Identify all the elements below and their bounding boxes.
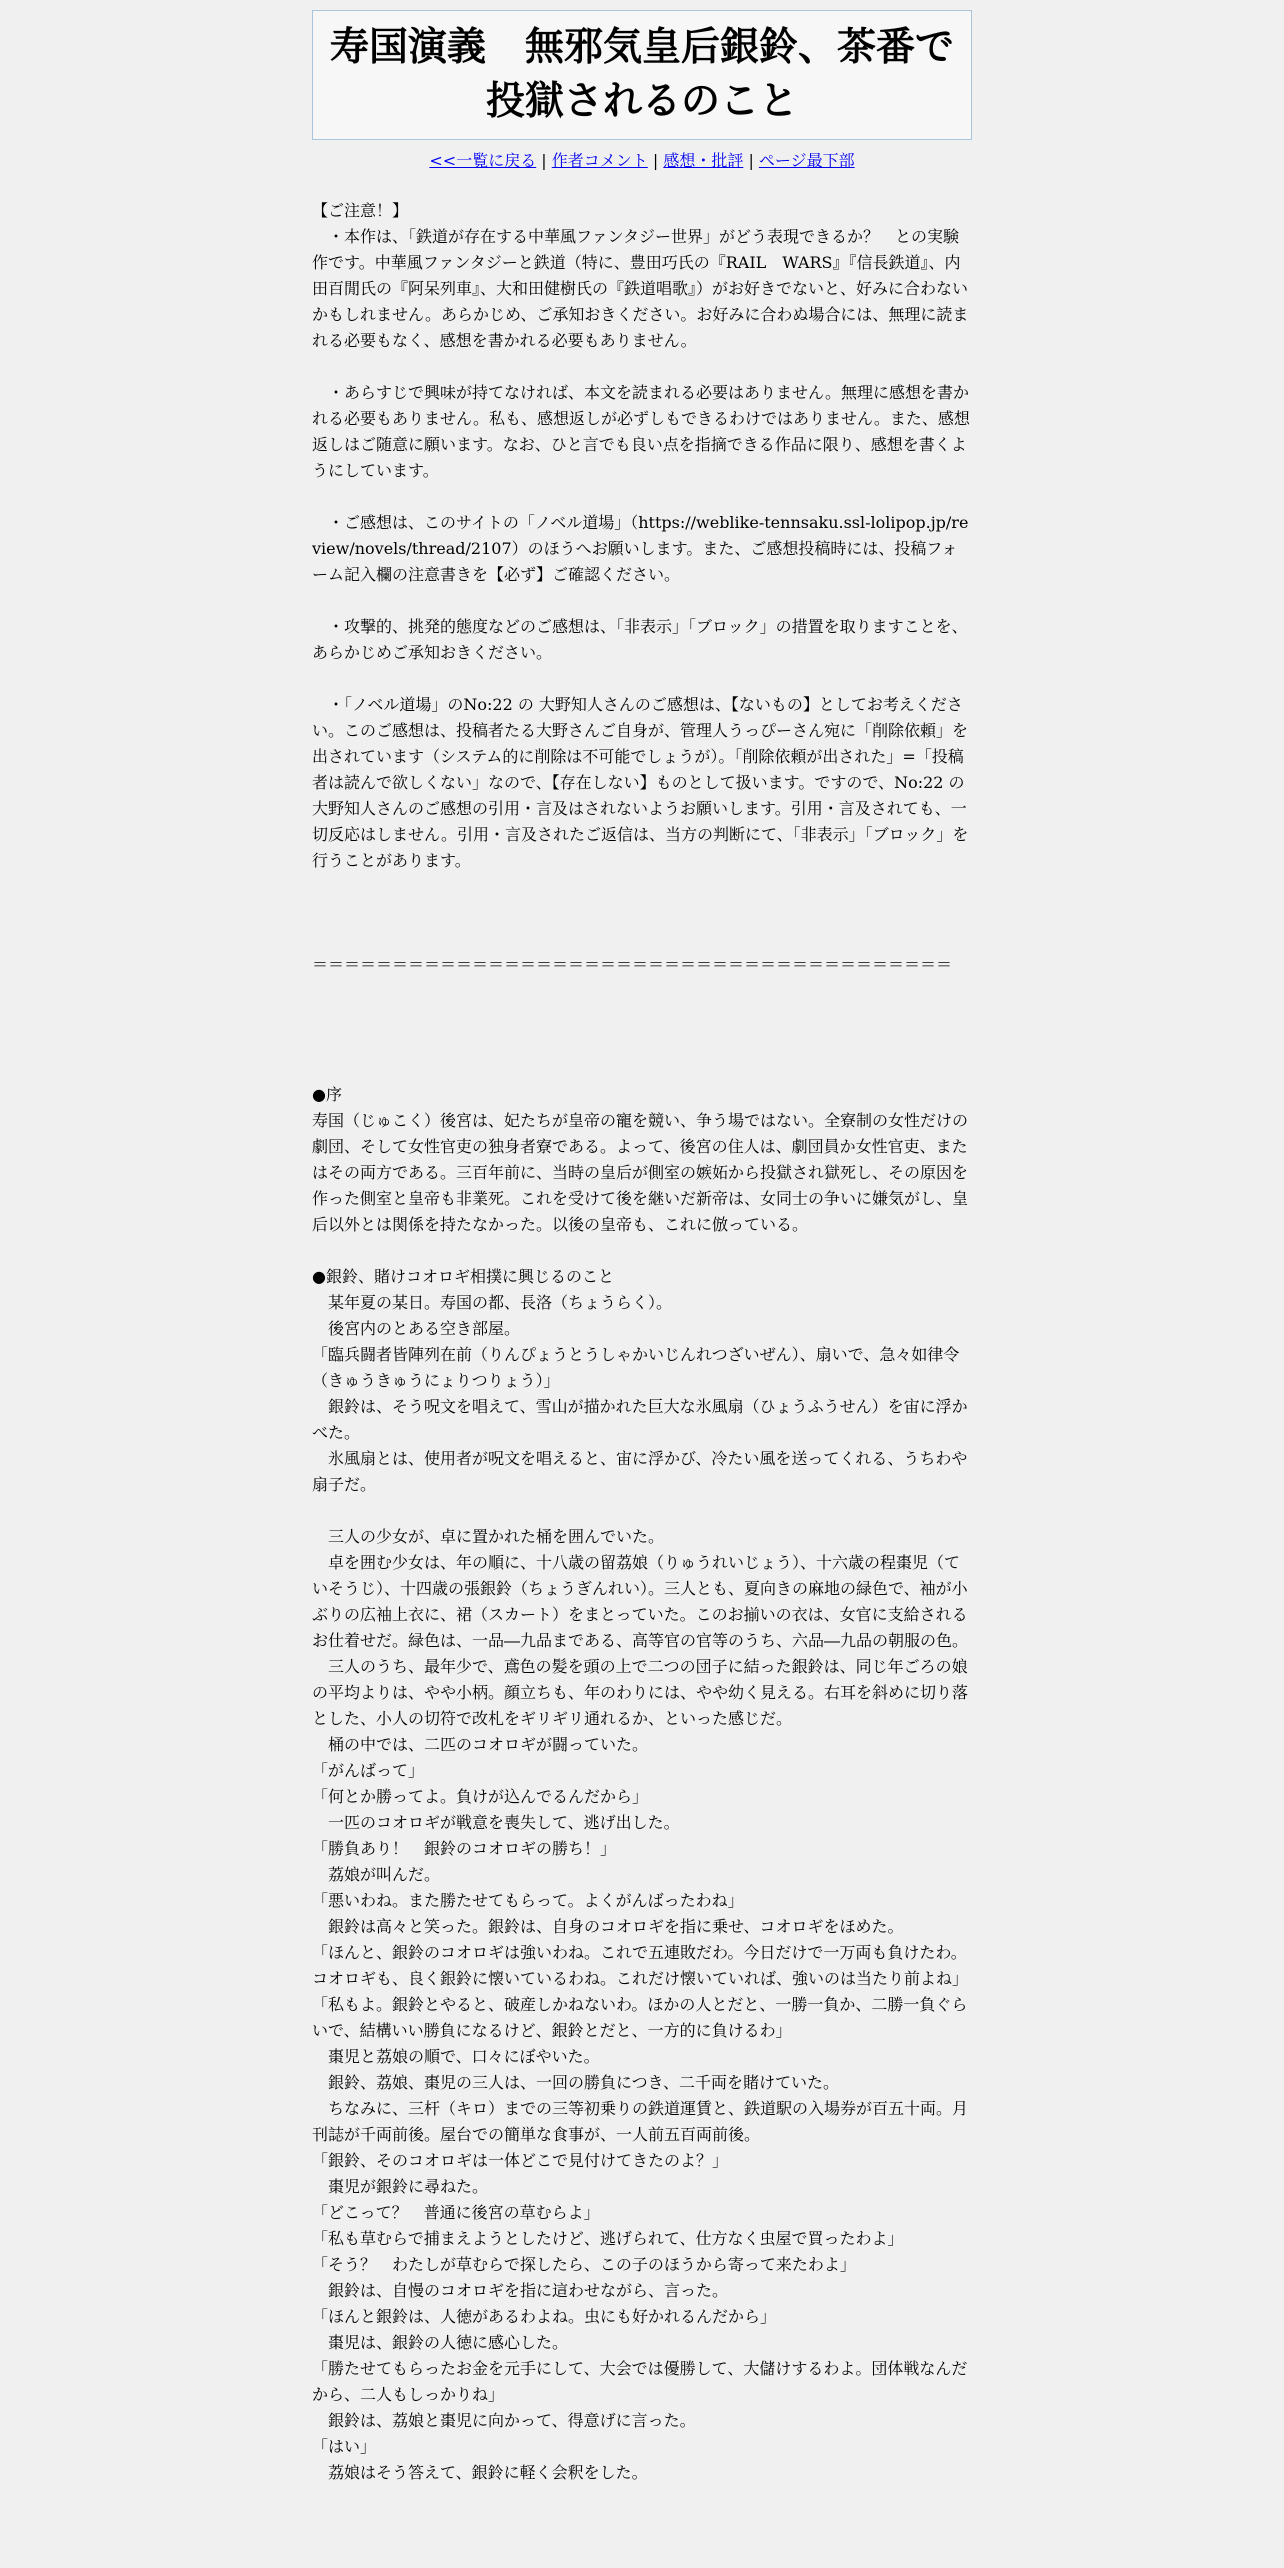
body-line: 荔娘が叫んだ。	[312, 1865, 441, 1884]
body-line	[312, 354, 972, 380]
body-line	[312, 900, 972, 926]
body-line: 銀鈴は、自慢のコオロギを指に這わせながら、言った。	[312, 2281, 729, 2300]
body-line: 「がんばって」	[312, 1761, 425, 1780]
body-line: 「私もよ。銀鈴とやると、破産しかねないわ。ほかの人とだと、一勝一負か、二勝一負ぐらいで、結構いい勝負になるけど、銀鈴とだと、一方的に負けるわ」	[312, 1995, 968, 2040]
body-line: 棗児と荔娘の順で、口々にぼやいた。	[312, 2047, 600, 2066]
body-line	[312, 666, 972, 692]
body-line: 荔娘はそう答えて、銀鈴に軽く会釈をした。	[312, 2463, 648, 2482]
body-line: 「はい」	[312, 2437, 377, 2456]
body-line: 「ほんと銀鈴は、人徳があるわよね。虫にも好かれるんだから」	[312, 2307, 777, 2326]
body-line: 棗児が銀鈴に尋ねた。	[312, 2177, 489, 2196]
body-line: 「何とか勝ってよ。負けが込んでるんだから」	[312, 1787, 649, 1806]
body-line: 銀鈴は、荔娘と棗児に向かって、得意げに言った。	[312, 2411, 696, 2430]
body-line: ちなみに、三杆（キロ）までの三等初乗りの鉄道運賃と、鉄道駅の入場券が百五十両。月刊誌が千両前後。屋台での簡単な食事が、一人前五百両前後。	[312, 2099, 969, 2144]
body-line: 「銀鈴、そのコオロギは一体どこで見付けてきたのよ？」	[312, 2151, 729, 2170]
body-line: 「勝たせてもらったお金を元手にして、大会では優勝して、大儲けするわよ。団体戦なんだから、二人もしっかりね」	[312, 2359, 968, 2404]
nav-separator: |	[647, 151, 664, 170]
body-line: 「そう？ わたしが草むらで探したら、この子のほうから寄って来たわよ」	[312, 2255, 856, 2274]
body-line: 棗児は、銀鈴の人徳に感心した。	[312, 2333, 569, 2352]
body-line	[312, 1056, 972, 1082]
body-line: 後宮内のとある空き部屋。	[312, 1319, 521, 1338]
body-line: ●序	[312, 1085, 342, 1104]
reviews-link[interactable]: 感想・批評	[663, 151, 744, 170]
nav-separator: |	[743, 151, 759, 170]
novel-body	[312, 198, 972, 2486]
body-line: ●銀鈴、賭けコオロギ相撲に興じるのこと	[312, 1267, 614, 1286]
body-line: 「ほんと、銀鈴のコオロギは強いわね。これで五連敗だわ。今日だけで一万両も負けたわ。コオロギも、良く銀鈴に懐いているわね。これだけ懐いていれば、強いのは当たり前よね」	[312, 1943, 969, 1988]
body-line	[312, 1498, 972, 1524]
body-line: 一匹のコオロギが戦意を喪失して、逃げ出した。	[312, 1813, 680, 1832]
body-line: 「私も草むらで捕まえようとしたけど、逃げられて、仕方なく虫屋で買ったわよ」	[312, 2229, 904, 2248]
body-line: 【ご注意！】	[312, 201, 409, 220]
back-to-list-link[interactable]: <<一覧に戻る	[429, 151, 537, 170]
page-bottom-link[interactable]: ページ最下部	[758, 151, 855, 170]
body-line: 「臨兵闘者皆陣列在前（りんぴょうとうしゃかいじんれつざいぜん）、扇いで、急々如律令（きゅうきゅうにょりつりょう）」	[312, 1345, 960, 1390]
body-line: 「悪いわね。また勝たせてもらって。よくがんばったわね」	[312, 1891, 744, 1910]
body-line: 某年夏の某日。寿国の都、長洛（ちょうらく）。	[312, 1293, 673, 1312]
body-line: 「勝負あり！ 銀鈴のコオロギの勝ち！」	[312, 1839, 617, 1858]
body-line: ・ご感想は、このサイトの「ノベル道場」（https://weblike-tennsaku.ssl-lolipop.jp/review/novels/thread/2107）のほうへお願いします。また、ご感想投稿時には、投稿フォーム記入欄の注意書きを【必ず】ご確認ください。	[312, 513, 969, 584]
body-line: 三人のうち、最年少で、鳶色の髪を頭の上で二つの団子に結った銀鈴は、同じ年ごろの娘の平均よりは、やや小柄。顔立ちも、年のわりには、やや幼く見える。右耳を斜めに切り落とした、小人の切符で改札をギリギリ通れるか、といった感じだ。	[312, 1657, 969, 1728]
body-line	[312, 1030, 972, 1056]
body-line: 銀鈴は、そう呪文を唱えて、雪山が描かれた巨大な氷風扇（ひょうふうせん）を宙に浮かべた。	[312, 1397, 968, 1442]
body-line	[312, 978, 972, 1004]
body-line: ・本作は、「鉄道が存在する中華風ファンタジー世界」がどう表現できるか？ との実験作です。中華風ファンタジーと鉄道（特に、豊田巧氏の『RAIL WARS』『信長鉄道』、内田百閒氏の『阿呆列車』、大和田健樹氏の『鉄道唱歌』）がお好きでないと、好みに合わないかもしれません。あらかじめ、ご承知おきください。お好みに合わぬ場合には、無理に読まれる必要もなく、感想を書かれる必要もありません。	[312, 227, 969, 350]
nav-links	[312, 150, 972, 172]
body-line: ・「ノベル道場」のNo:22 の 大野知人さんのご感想は、【ないもの】としてお考えください。このご感想は、投稿者たる大野さんご自身が、管理人うっぴーさん宛に「削除依頼」を出されています（システム的に削除は不可能でしょうが）。「削除依頼が出された」=「投稿者は読んで欲しくない」なので、【存在しない】ものとして扱います。ですので、No:22 の 大野知人さんのご感想の引用・言及はされないようお願いします。引用・言及されても、一切反応はしません。引用・言及されたご返信は、当方の判断にて、「非表示」「ブロック」を行うことがあります。	[312, 695, 970, 870]
body-line: 卓を囲む少女は、年の順に、十八歳の留荔娘（りゅうれいじょう）、十六歳の程棗児（ていそうじ）、十四歳の張銀鈴（ちょうぎんれい）。三人とも、夏向きの麻地の緑色で、袖が小ぶりの広袖上衣に、裙（スカート）をまとっていた。このお揃いの衣は、女官に支給されるお仕着せだ。緑色は、一品―九品まである、高等官の官等のうち、六品―九品の朝服の色。	[312, 1553, 969, 1650]
page-title: 寿国演義 無邪気皇后銀鈴、茶番で投獄されるのこと	[312, 10, 972, 140]
body-line: 氷風扇とは、使用者が呪文を唱えると、宙に浮かび、冷たい風を送ってくれる、うちわや扇子だ。	[312, 1449, 968, 1494]
body-line: 銀鈴は高々と笑った。銀鈴は、自身のコオロギを指に乗せ、コオロギをほめた。	[312, 1917, 904, 1936]
body-line: 銀鈴、荔娘、棗児の三人は、一回の勝負につき、二千両を賭けていた。	[312, 2073, 840, 2092]
body-line: ・あらすじで興味が持てなければ、本文を読まれる必要はありません。無理に感想を書かれる必要もありません。私も、感想返しが必ずしもできるわけではありません。また、感想返しはご随意に願います。なお、ひと言でも良い点を指摘できる作品に限り、感想を書くようにしています。	[312, 383, 970, 480]
body-line: 桶の中では、二匹のコオロギが闘っていた。	[312, 1735, 649, 1754]
body-line	[312, 1004, 972, 1030]
body-line	[312, 588, 972, 614]
body-line: 「どこって？ 普通に後宮の草むらよ」	[312, 2203, 600, 2222]
body-line: 三人の少女が、卓に置かれた桶を囲んでいた。	[312, 1527, 665, 1546]
body-line: ・攻撃的、挑発的態度などのご感想は、「非表示」「ブロック」の措置を取りますことを、あらかじめご承知おきください。	[312, 617, 968, 662]
body-line	[312, 484, 972, 510]
body-line	[312, 874, 972, 900]
nav-separator: |	[536, 151, 552, 170]
page	[312, 10, 972, 2486]
body-line	[312, 1238, 972, 1264]
body-line: ＝＝＝＝＝＝＝＝＝＝＝＝＝＝＝＝＝＝＝＝＝＝＝＝＝＝＝＝＝＝＝＝＝＝＝＝＝＝＝＝	[312, 955, 953, 974]
body-line	[312, 926, 972, 952]
author-comment-link[interactable]: 作者コメント	[551, 151, 648, 170]
body-line: 寿国（じゅこく）後宮は、妃たちが皇帝の寵を競い、争う場ではない。全寮制の女性だけの劇団、そして女性官吏の独身者寮である。よって、後宮の住人は、劇団員か女性官吏、またはその両方である。三百年前に、当時の皇后が側室の嫉妬から投獄され獄死し、その原因を作った側室と皇帝も非業死。これを受けて後を継いだ新帝は、女同士の争いに嫌気がし、皇后以外とは関係を持たなかった。以後の皇帝も、これに倣っている。	[312, 1111, 969, 1234]
